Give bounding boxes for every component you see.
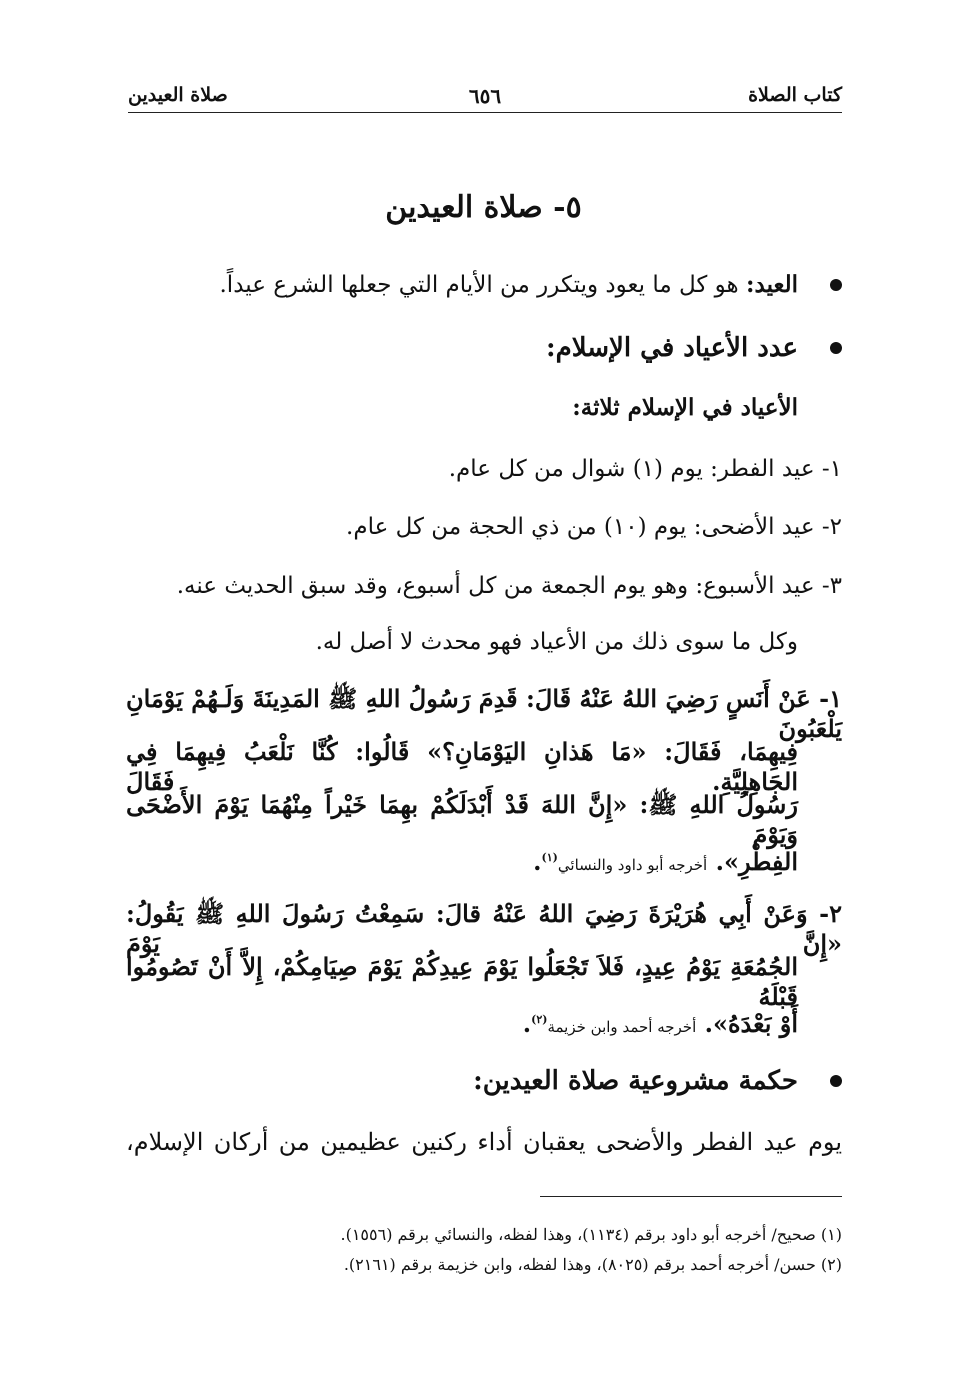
wisdom-heading-item xyxy=(126,1066,842,1097)
count-heading: عدد الأعياد في الإسلام: xyxy=(546,333,798,363)
count-subheading: الأعياد في الإسلام ثلاثة: xyxy=(572,394,798,421)
hadith-last-line: الفِطْرِ». أخرجه أبو داود والنسائي$^{(١)}$. xyxy=(533,847,798,876)
hadith-text: أَوْ بَعْدَهُ». xyxy=(704,1009,798,1038)
note-text: وكل ما سوى ذلك من الأعياد فهو محدث لا أصل له. xyxy=(315,629,798,655)
hadith-line: فِيهِمَا، فَقَالَ: «مَا هَذانِ اليَوْمَانِ؟» قَالُوا: كُنَّا نَلْعَبُ فِيهِمَا فِي الجَاهِلِيَّةِ. فَقَالَ xyxy=(126,737,798,796)
footnote-divider xyxy=(540,1196,842,1197)
header-book-title: كتاب الصلاة xyxy=(748,84,842,106)
hadith-line: ١- عَنْ أَنَسٍ رَضِيَ اللهُ عَنْهُ قَالَ: قَدِمَ رَسُولُ اللهِ ﷺ المَدِينَةَ وَلَـهُمْ يَوْمَانِ يَلْعَبُونَ xyxy=(126,684,842,743)
running-header xyxy=(128,84,842,112)
bullet-icon xyxy=(830,1075,842,1087)
count-subheading-row xyxy=(126,393,842,423)
chapter-title: ٥- صلاة العيدين xyxy=(385,190,582,225)
header-page-number: ٦٥٦ xyxy=(468,84,502,108)
header-chapter-title: صلاة العيدين xyxy=(128,84,228,106)
footnote: (٢) حسن/ أخرجه أحمد برقم (٨٠٢٥)، وهذا لفظه، وابن خزيمة برقم (٢١٦١). xyxy=(343,1255,842,1274)
definition-item xyxy=(126,270,842,300)
hadith-source: أخرجه أحمد وابن خزيمة xyxy=(547,1018,697,1036)
footnote-marker: (١) xyxy=(541,851,558,864)
footnote: (١) صحيح/ أخرجه أبو داود برقم (١١٣٤)، وهذا لفظه، والنسائي برقم (١٥٥٦). xyxy=(340,1225,842,1244)
hadith-text: الفِطْرِ». xyxy=(715,847,798,876)
wisdom-text: يوم عيد الفطر والأضحى يعقبان أداء ركنين عظيمين من أركان الإسلام، xyxy=(126,1128,843,1156)
bullet-icon xyxy=(830,279,842,291)
definition-text: هو كل ما يعود ويتكرر من الأيام التي جعلها الشرع عيداً. xyxy=(219,272,739,298)
definition-term: العيد: xyxy=(746,271,798,298)
bullet-icon xyxy=(830,342,842,354)
footnote-marker: (٢) xyxy=(531,1013,548,1026)
header-divider xyxy=(128,112,842,113)
hadith-source: أخرجه أبو داود والنسائي xyxy=(557,856,708,874)
eid-item: ١- عيد الفطر: يوم (١) شوال من كل عام. xyxy=(448,456,842,482)
count-heading-item xyxy=(126,333,842,364)
hadith-line: ٢- وَعَنْ أَبِي هُرَيْرَةَ رَضِيَ اللهُ عَنْهُ قالَ: سَمِعْتُ رَسُولَ اللهِ ﷺ يَقُولُ: «إِنَّ يَوْمَ xyxy=(126,899,842,958)
eid-item: ٣- عيد الأسبوع: وهو يوم الجمعة من كل أسبوع، وقد سبق الحديث عنه. xyxy=(176,573,842,599)
note-row xyxy=(126,627,842,657)
wisdom-heading: حكمة مشروعية صلاة العيدين: xyxy=(473,1066,798,1096)
hadith-last-line: أَوْ بَعْدَهُ». أخرجه أحمد وابن خزيمة$^{(٢)}$. xyxy=(522,1009,798,1038)
eid-item: ٢- عيد الأضحى: يوم (١٠) من ذي الحجة من كل عام. xyxy=(346,514,842,540)
hadith-line: الجُمُعَةِ يَوْمُ عِيدٍ، فَلاَ تَجْعَلُوا يَوْمَ عِيدِكُمْ يَوْمَ صِيَامِكُمْ، إِلاَّ أَنْ تَصُومُوا قَبْلَهُ xyxy=(126,952,798,1011)
hadith-line: رَسُولُ اللهِ ﷺ: «إِنَّ اللهَ قَدْ أَبْدَلَكُمْ بهِمَا خَيْراً مِنْهُمَا يَوْمَ الأَضْحَى وَيَوْمَ xyxy=(126,790,798,849)
